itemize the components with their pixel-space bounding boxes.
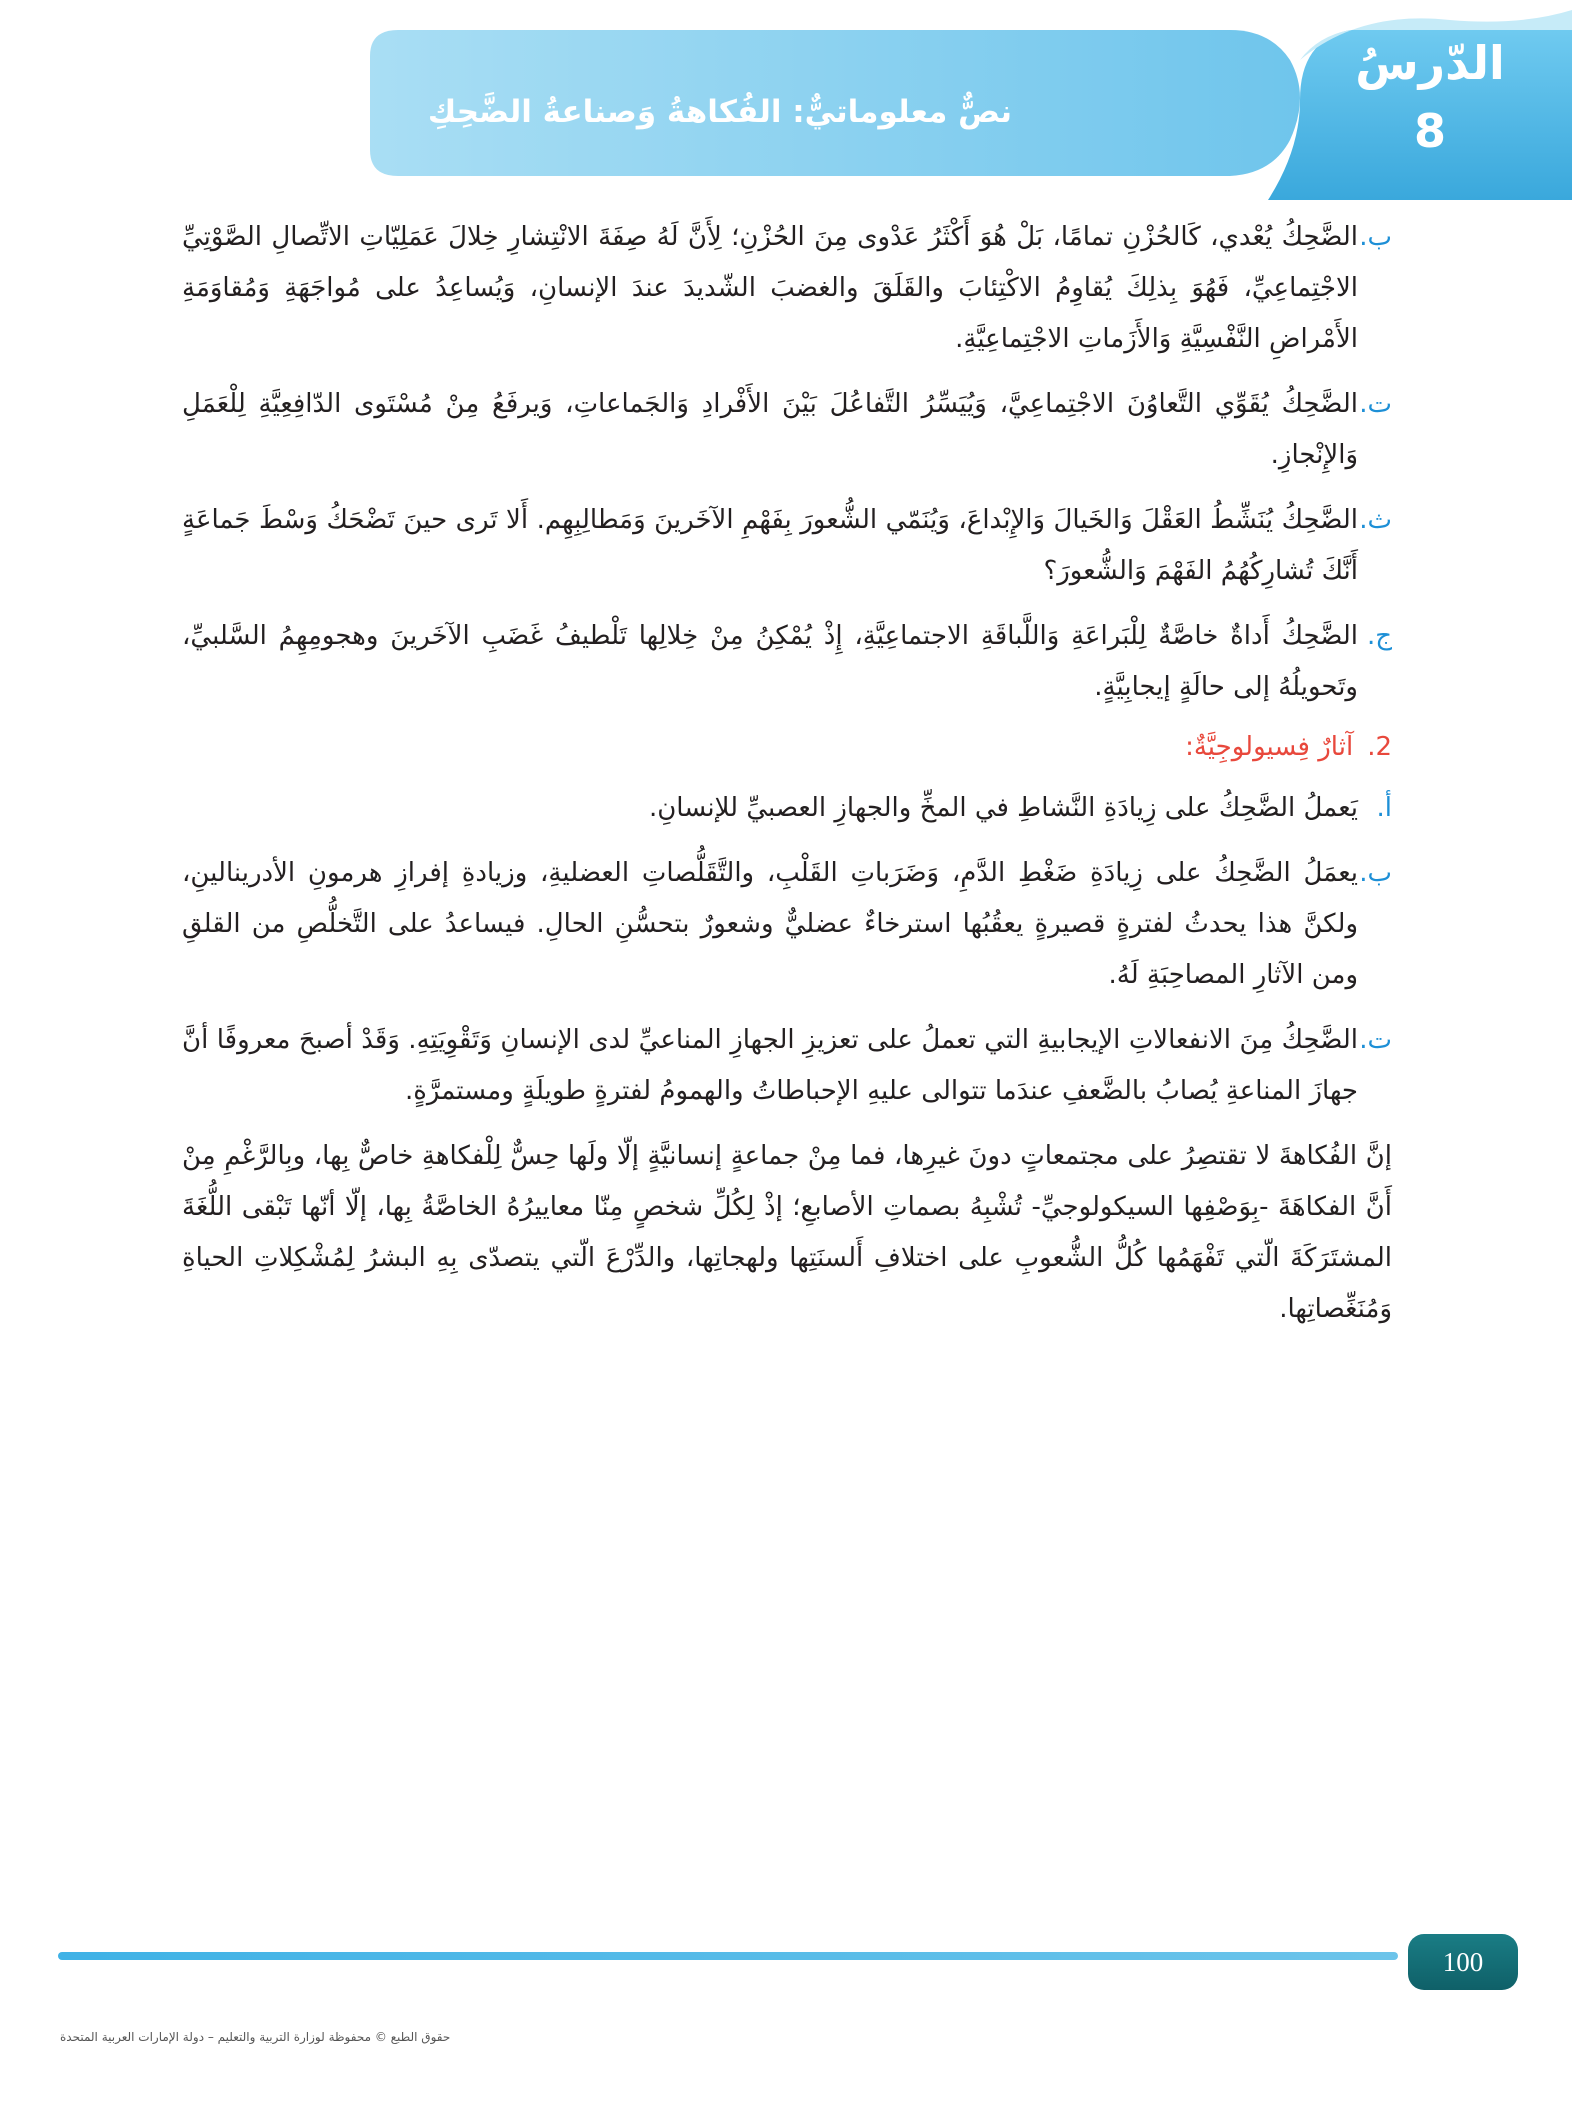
item-text: الضَّحِكُ يُقَوِّي التَّعاوُنَ الاجْتِماعِيَّ، وَيُيَسِّرُ التَّفاعُلَ بَيْنَ الأَفْرادِ وَالجَماعاتِ، وَيرفَعُ مِنْ مُسْتَوى الدّافِعِيَّةِ لِلْعَمَلِ وَالإِنْجازِ. [182,389,1358,470]
item-marker: ب. [1359,858,1392,888]
lesson-number: 8 [1413,104,1446,158]
lesson-content [182,212,1392,1335]
item-marker: ت. [1359,389,1392,419]
item-text: الضَّحِكُ يُنَشِّطُ العَقْلَ وَالخَيالَ وَالإِبْداعَ، وَيُنَمّي الشُّعورَ بِفَهْمِ الآخَرينَ وَمَطالِبِهِم. أَلا تَرى حينَ تَضْحَكُ وَسْطَ جَماعَةٍ أَنَّكَ تُشارِكُهُمُ الفَهْمَ وَالشُّعورَ؟ [182,505,1358,586]
item-marker: ت. [1359,1025,1392,1055]
list-item [182,848,1392,1001]
section-title: آثارٌ فِسيولوجِيَّةٌ: [1185,732,1354,762]
lesson-title: نصٌّ معلوماتيٌّ: الفُكاهةُ وَصناعةُ الضَّحِكِ [427,94,1012,130]
item-marker: أ. [1376,793,1392,823]
list-item [182,611,1392,713]
item-marker: ب. [1359,222,1392,252]
list-item [182,783,1392,834]
closing-paragraph: إنَّ الفُكاهةَ لا تقتصِرُ على مجتمعاتٍ دونَ غيرِها، فما مِنْ جماعةٍ إنسانيَّةٍ إلّا ولَها حِسٌّ لِلْفكاهةِ خاصٌّ بِها، وبِالرَّغْمِ مِنْ أَنَّ الفكاهَةَ -بِوَصْفِها السيكولوجيِّ- تُشْبِهُ بصماتِ الأصابعِ؛ إذْ لِكُلِّ شخصٍ مِنّا معاييرُهُ الخاصَّةُ بِها، إلّا أنّها تَبْقى اللُّغَةَ المشتَرَكَةَ الّتي تَفْهَمُها كُلُّ الشُّعوبِ على اختلافِ أَلسنَتِها ولهجاتِها، والدِّرْعَ الّتي يتصدّى بِهِ البشرُ لِمُشْكِلاتِ الحياةِ وَمُنَغِّصاتِها. [182,1141,1392,1324]
list-item [182,1015,1392,1117]
item-text: الضَّحِكُ أَداةٌ خاصَّةٌ لِلْبَراعَةِ وَاللَّباقَةِ الاجتماعِيَّةِ، إِذْ يُمْكِنُ مِنْ خِلالِها تَلْطيفُ غَضَبِ الآخَرينَ وهجومِهِمُ السَّلبيِّ، وتَحويلُهُ إلى حالَةٍ إيجابِيَّةٍ. [182,621,1358,702]
item-text: الضَّحِكُ مِنَ الانفعالاتِ الإيجابيةِ التي تعملُ على تعزيزِ الجهازِ المناعيِّ لدى الإنسانِ وَتَقْوِيَتِهِ. وَقَدْ أصبحَ معروفًا أنَّ جهازَ المناعةِ يُصابُ بالضَّعفِ عندَما تتوالى عليهِ الإحباطاتُ والهمومُ لفترةٍ طويلَةٍ ومستمرَّةٍ. [182,1025,1358,1106]
section-heading [182,727,1392,767]
list-item [182,495,1392,597]
page-number: 100 [1408,1934,1518,1990]
item-marker: ج. [1366,621,1392,651]
section-number: 2. [1367,732,1392,762]
item-text: يَعملُ الضَّحِكُ على زِيادَةِ النَّشاطِ في المخِّ والجهازِ العصبيِّ للإنسانِ. [648,793,1358,823]
item-text: يعمَلُ الضَّحِكُ على زِيادَةِ ضَغْطِ الدَّمِ، وَضَرَباتِ القَلْبِ، والتَّقَلُّصاتِ العضليةِ، وزيادةِ إفرازِ هرمونِ الأدرينالينِ، ولكنَّ هذا يحدثُ لفترةٍ قصيرةٍ يعقُبُها استرخاءٌ عضليٌّ وشعورٌ بتحسُّنِ الحالِ. فيساعدُ على التَّخلُّصِ من القلقِ ومن الآثارِ المصاحِبَةِ لَهُ. [182,858,1358,990]
lesson-label: الدّرسُ [1355,36,1505,90]
list-item [182,212,1392,365]
item-text: الضَّحِكُ يُعْدي، كَالحُزْنِ تمامًا، بَلْ هُوَ أَكْثَرُ عَدْوى مِنَ الحُزْنِ؛ لِأَنَّ لَهُ صِفَةَ الانْتِشارِ خِلالَ عَمَلِيّاتِ الاتِّصالِ الصَّوْتِيِّ الاجْتِماعِيِّ، فَهُوَ بِذلِكَ يُقاوِمُ الاكْتِئابَ والقَلَقَ والغضبَ الشّديدَ عندَ الإنسانِ، وَيُساعِدُ على مُواجَهَةِ وَمُقاوَمَةِ الأَمْراضِ النَّفْسِيَّةِ وَالأَزَماتِ الاجْتِماعِيَّةِ. [182,222,1358,354]
footer-divider [58,1952,1398,1960]
copyright-notice: حقوق الطبع © محفوظة لوزارة التربية والتعليم – دولة الإمارات العربية المتحدة [60,2030,451,2044]
list-item [182,379,1392,481]
item-marker: ث. [1359,505,1392,535]
